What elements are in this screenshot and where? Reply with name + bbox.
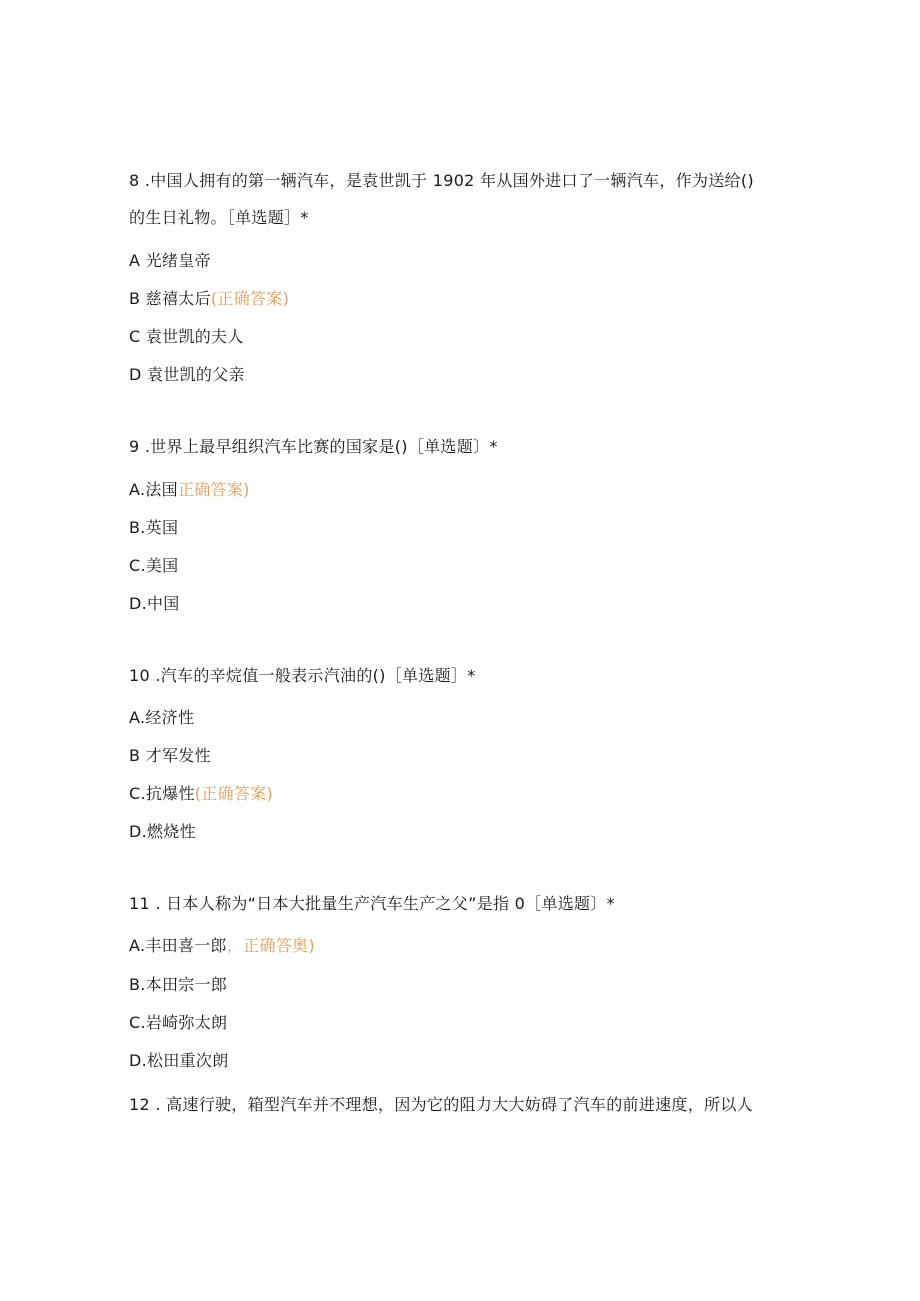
- option-label: D.燃烧性: [129, 822, 196, 841]
- option-label: B.本田宗一郎: [129, 975, 228, 994]
- question-11-option-b: [129, 974, 227, 996]
- option-label: A.经济性: [129, 708, 195, 727]
- question-9-option-b: [129, 517, 178, 539]
- question-10-option-a: [129, 707, 194, 729]
- option-label: B.英国: [129, 518, 179, 537]
- option-label: C.美国: [129, 556, 179, 575]
- question-9-option-a: [129, 479, 250, 501]
- option-label: A.丰田喜一郎: [129, 936, 227, 955]
- correct-answer-note: 正确答案): [177, 480, 250, 499]
- question-12-stem: 12 . 高速行驶，箱型汽车并不理想，因为它的阻力大大妨碍了汽车的前进速度，所以人: [129, 1095, 753, 1114]
- option-label: D 袁世凯的父亲: [129, 365, 245, 384]
- question-8-option-c: [129, 326, 244, 348]
- question-8-option-a: [129, 250, 211, 272]
- question-8-stem-line-1: 8 .中国人拥有的第一辆汽车，是袁世凯于 1902 年从国外进口了一辆汽车，作为送给(): [129, 171, 754, 190]
- question-8-option-b: [129, 288, 289, 310]
- option-label: A 光绪皇帝: [129, 251, 211, 270]
- option-label: B 才军发性: [129, 746, 211, 765]
- option-label: D.中国: [129, 594, 180, 613]
- option-label: B 慈禧太后: [129, 289, 211, 308]
- question-10-option-d: [129, 821, 196, 843]
- correct-answer-note: ，正确答奥): [226, 936, 315, 955]
- question-10-option-b: [129, 745, 211, 767]
- question-9-option-d: [129, 593, 180, 615]
- option-label: A.法国: [129, 480, 178, 499]
- question-11-option-c: [129, 1012, 227, 1034]
- question-9-option-c: [129, 555, 178, 577]
- option-label: C 袁世凯的夫人: [129, 327, 244, 346]
- question-11-option-d: [129, 1050, 229, 1072]
- question-9-stem: 9 .世界上最早组织汽车比赛的国家是()［单选题〕*: [129, 437, 498, 456]
- correct-answer-note: (正确答案): [194, 784, 274, 803]
- question-8-option-d: [129, 364, 245, 386]
- option-label: C.抗爆性: [129, 784, 195, 803]
- option-label: D.松田重次朗: [129, 1051, 229, 1070]
- question-8-stem-line-2: 的生日礼物。［单选题］*: [129, 208, 309, 227]
- question-10-option-c: [129, 783, 273, 805]
- correct-answer-note: (正确答案): [210, 289, 290, 308]
- question-11-stem: 11 . 日本人称为“日本大批量生产汽车生产之父”是指 0［单选题〕*: [129, 894, 615, 913]
- question-10-stem: 10 .汽车的辛烷值一般表示汽油的()［单选题］*: [129, 666, 476, 685]
- question-11-option-a: [129, 935, 315, 957]
- option-label: C.岩崎弥太朗: [129, 1013, 228, 1032]
